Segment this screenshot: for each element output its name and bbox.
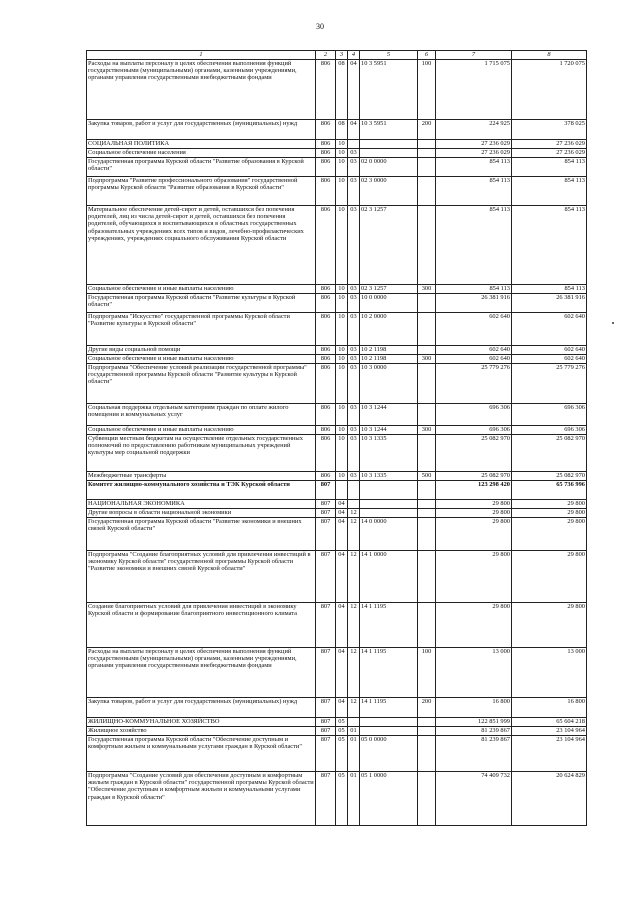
row-name-cell: Подпрограмма "Создание условий для обеспечения доступным и комфортным жильем граждан в Курской области" государственной программы Курской области "Обеспечение доступным и комфортным жильем и коммунальными услугами граждан в Курской области": [87, 772, 316, 826]
scan-mark: [612, 322, 614, 324]
table-row: [87, 718, 587, 727]
amount-year-2-cell: 854 113: [512, 285, 587, 294]
amount-year-2-cell: 29 800: [512, 551, 587, 603]
expense-type-cell: [418, 364, 436, 404]
amount-year-1-cell: 29 800: [436, 500, 512, 509]
target-article-cell: [360, 481, 418, 500]
ministry-code-cell: 807: [316, 481, 336, 500]
table-row: [87, 551, 587, 603]
amount-year-1-cell: 602 640: [436, 346, 512, 355]
row-name-cell: Межбюджетные трансферты: [87, 472, 316, 481]
amount-year-1-cell: 25 082 970: [436, 435, 512, 472]
amount-year-1-cell: 602 640: [436, 313, 512, 346]
subsection-cell: 12: [348, 518, 360, 551]
ministry-code-cell: 806: [316, 404, 336, 426]
target-article-cell: 10 2 1198: [360, 355, 418, 364]
table-row: [87, 772, 587, 826]
section-cell: 05: [336, 718, 348, 727]
subsection-cell: [348, 718, 360, 727]
expense-type-cell: 300: [418, 355, 436, 364]
section-cell: 04: [336, 518, 348, 551]
amount-year-2-cell: 25 082 970: [512, 435, 587, 472]
page-number: 30: [316, 22, 324, 31]
expense-type-cell: [418, 149, 436, 158]
subsection-cell: 12: [348, 648, 360, 698]
table-row: [87, 518, 587, 551]
amount-year-2-cell: 29 800: [512, 500, 587, 509]
subsection-cell: 01: [348, 736, 360, 772]
row-name-cell: Другие виды социальной помощи: [87, 346, 316, 355]
subsection-cell: 03: [348, 472, 360, 481]
target-article-cell: 14 1 1195: [360, 698, 418, 718]
target-article-cell: 14 0 0000: [360, 518, 418, 551]
section-cell: 10: [336, 140, 348, 149]
amount-year-1-cell: 854 113: [436, 177, 512, 206]
subsection-cell: [348, 500, 360, 509]
expense-type-cell: [418, 718, 436, 727]
section-cell: 10: [336, 294, 348, 313]
expense-type-cell: 100: [418, 648, 436, 698]
subsection-cell: 12: [348, 551, 360, 603]
subsection-cell: 12: [348, 509, 360, 518]
ministry-code-cell: 807: [316, 772, 336, 826]
subsection-cell: 04: [348, 120, 360, 140]
section-cell: 10: [336, 206, 348, 285]
row-name-cell: Создание благоприятных условий для привлечения инвестиций в экономику Курской области и формирование благоприятного инвестиционного климата: [87, 603, 316, 648]
section-cell: 10: [336, 364, 348, 404]
amount-year-2-cell: 65 736 996: [512, 481, 587, 500]
row-name-cell: Социальное обеспечение и иные выплаты населению: [87, 285, 316, 294]
subsection-cell: 03: [348, 364, 360, 404]
row-name-cell: Материальное обеспечение детей-сирот и детей, оставшихся без попечения родителей, лиц из числа детей-сирот и детей, оставшихся без попечения родителей, обучающихся в воспитывающихся в областных государственных образовательных учреждениях всех типов и видов, лечебно-профилактических учреждениях, учреждениях социального обслуживания Курской области: [87, 206, 316, 285]
section-cell: 10: [336, 404, 348, 426]
table-row: [87, 285, 587, 294]
amount-year-2-cell: 23 104 964: [512, 727, 587, 736]
table-body: [87, 60, 587, 826]
target-article-cell: 10 0 0000: [360, 294, 418, 313]
target-article-cell: [360, 140, 418, 149]
row-name-cell: Подпрограмма "Создание благоприятных условий для привлечения инвестиций в экономику Курской области" государственной программы Курской области "Развитие экономики и внешних связей Курской области": [87, 551, 316, 603]
target-article-cell: [360, 718, 418, 727]
subsection-cell: 01: [348, 727, 360, 736]
table-row: [87, 206, 587, 285]
section-cell: [336, 481, 348, 500]
section-cell: 05: [336, 727, 348, 736]
table-row: [87, 158, 587, 177]
ministry-code-cell: 807: [316, 551, 336, 603]
amount-year-2-cell: 29 800: [512, 509, 587, 518]
target-article-cell: 05 0 0000: [360, 736, 418, 772]
table-row: [87, 500, 587, 509]
section-cell: 05: [336, 736, 348, 772]
ministry-code-cell: 806: [316, 140, 336, 149]
table-row: [87, 346, 587, 355]
amount-year-2-cell: 27 236 029: [512, 140, 587, 149]
expense-type-cell: [418, 140, 436, 149]
subsection-cell: 04: [348, 60, 360, 120]
row-name-cell: ЖИЛИЩНО-КОММУНАЛЬНОЕ ХОЗЯЙСТВО: [87, 718, 316, 727]
amount-year-1-cell: 81 239 867: [436, 736, 512, 772]
expense-type-cell: [418, 481, 436, 500]
target-article-cell: 02 3 1257: [360, 285, 418, 294]
section-cell: 10: [336, 472, 348, 481]
row-name-cell: Подпрограмма "Искусство" государственной программы Курской области "Развитие культуры в Курской области": [87, 313, 316, 346]
amount-year-1-cell: 854 113: [436, 158, 512, 177]
amount-year-1-cell: 602 640: [436, 355, 512, 364]
row-name-cell: Другие вопросы в области национальной экономики: [87, 509, 316, 518]
amount-year-1-cell: 854 113: [436, 285, 512, 294]
subsection-cell: 12: [348, 698, 360, 718]
subsection-cell: [348, 481, 360, 500]
section-cell: 10: [336, 158, 348, 177]
table-row: [87, 648, 587, 698]
column-header: 6: [418, 51, 436, 60]
section-cell: 04: [336, 500, 348, 509]
table-row: [87, 472, 587, 481]
ministry-code-cell: 807: [316, 648, 336, 698]
expense-type-cell: [418, 294, 436, 313]
column-header: 7: [436, 51, 512, 60]
row-name-cell: Расходы на выплаты персоналу в целях обеспечения выполнения функций государственными (муниципальными) органами, казенными учреждениями, органами управления государственными внебюджетными фондами: [87, 60, 316, 120]
amount-year-2-cell: 23 104 964: [512, 736, 587, 772]
amount-year-1-cell: 13 000: [436, 648, 512, 698]
ministry-code-cell: 806: [316, 313, 336, 346]
row-name-cell: Государственная программа Курской области "Развитие культуры в Курской области": [87, 294, 316, 313]
section-cell: 04: [336, 603, 348, 648]
amount-year-1-cell: 224 925: [436, 120, 512, 140]
expense-type-cell: [418, 404, 436, 426]
target-article-cell: 10 3 1244: [360, 426, 418, 435]
section-cell: 04: [336, 551, 348, 603]
target-article-cell: 10 3 5951: [360, 60, 418, 120]
amount-year-1-cell: 123 298 420: [436, 481, 512, 500]
target-article-cell: 02 3 1257: [360, 206, 418, 285]
section-cell: 04: [336, 698, 348, 718]
expense-type-cell: [418, 727, 436, 736]
row-name-cell: Закупка товаров, работ и услуг для государственных (муниципальных) нужд: [87, 120, 316, 140]
expense-type-cell: [418, 603, 436, 648]
column-header: 1: [87, 51, 316, 60]
row-name-cell: Жилищное хозяйство: [87, 727, 316, 736]
subsection-cell: 03: [348, 158, 360, 177]
amount-year-2-cell: 696 306: [512, 426, 587, 435]
row-name-cell: Субвенции местным бюджетам на осуществление отдельных государственных полномочий по предоставлению работникам муниципальных учреждений культуры мер социальной поддержки: [87, 435, 316, 472]
target-article-cell: 02 0 0000: [360, 158, 418, 177]
row-name-cell: Комитет жилищно-коммунального хозяйства и ТЭК Курской области: [87, 481, 316, 500]
expense-type-cell: [418, 206, 436, 285]
column-header: 4: [348, 51, 360, 60]
ministry-code-cell: 806: [316, 294, 336, 313]
table-row: [87, 698, 587, 718]
amount-year-2-cell: 1 720 075: [512, 60, 587, 120]
amount-year-1-cell: 27 236 029: [436, 149, 512, 158]
subsection-cell: 01: [348, 772, 360, 826]
ministry-code-cell: 806: [316, 120, 336, 140]
ministry-code-cell: 806: [316, 346, 336, 355]
row-name-cell: Государственная программа Курской области "Развитие образования в Курской области": [87, 158, 316, 177]
section-cell: 10: [336, 149, 348, 158]
amount-year-2-cell: 25 082 970: [512, 472, 587, 481]
amount-year-1-cell: 29 800: [436, 551, 512, 603]
target-article-cell: [360, 500, 418, 509]
amount-year-2-cell: 29 800: [512, 518, 587, 551]
amount-year-2-cell: 25 779 276: [512, 364, 587, 404]
subsection-cell: 03: [348, 149, 360, 158]
ministry-code-cell: 806: [316, 472, 336, 481]
target-article-cell: 10 3 1335: [360, 435, 418, 472]
subsection-cell: [348, 140, 360, 149]
ministry-code-cell: 807: [316, 509, 336, 518]
subsection-cell: 03: [348, 294, 360, 313]
ministry-code-cell: 806: [316, 158, 336, 177]
ministry-code-cell: 807: [316, 698, 336, 718]
amount-year-2-cell: 602 640: [512, 346, 587, 355]
section-cell: 05: [336, 772, 348, 826]
section-cell: 10: [336, 313, 348, 346]
table-row: [87, 140, 587, 149]
subsection-cell: 03: [348, 285, 360, 294]
expense-type-cell: [418, 313, 436, 346]
expense-type-cell: [418, 518, 436, 551]
expense-type-cell: [418, 551, 436, 603]
row-name-cell: Расходы на выплаты персоналу в целях обеспечения выполнения функций государственными (муниципальными) органами, казенными учреждениями, органами управления государственными внебюджетными фондами: [87, 648, 316, 698]
amount-year-1-cell: 16 800: [436, 698, 512, 718]
amount-year-2-cell: 20 624 829: [512, 772, 587, 826]
expense-type-cell: 100: [418, 60, 436, 120]
amount-year-2-cell: 29 800: [512, 603, 587, 648]
subsection-cell: 03: [348, 177, 360, 206]
expense-type-cell: [418, 736, 436, 772]
amount-year-1-cell: 29 800: [436, 603, 512, 648]
row-name-cell: СОЦИАЛЬНАЯ ПОЛИТИКА: [87, 140, 316, 149]
target-article-cell: 14 1 1195: [360, 603, 418, 648]
row-name-cell: Подпрограмма "Развитие профессионального образования" государственной программы Курской области "Развитие образования в Курской области": [87, 177, 316, 206]
amount-year-1-cell: 26 381 916: [436, 294, 512, 313]
amount-year-2-cell: 13 000: [512, 648, 587, 698]
expense-type-cell: [418, 177, 436, 206]
expense-type-cell: 200: [418, 698, 436, 718]
subsection-cell: 03: [348, 346, 360, 355]
expense-type-cell: 300: [418, 285, 436, 294]
subsection-cell: 03: [348, 355, 360, 364]
target-article-cell: 14 1 1195: [360, 648, 418, 698]
section-cell: 08: [336, 60, 348, 120]
row-name-cell: Закупка товаров, работ и услуг для государственных (муниципальных) нужд: [87, 698, 316, 718]
target-article-cell: 10 3 5951: [360, 120, 418, 140]
amount-year-2-cell: 65 604 218: [512, 718, 587, 727]
amount-year-2-cell: 696 306: [512, 404, 587, 426]
section-cell: 10: [336, 426, 348, 435]
row-name-cell: Социальное обеспечение населения: [87, 149, 316, 158]
table-row: [87, 435, 587, 472]
row-name-cell: Социальное обеспечение и иные выплаты населению: [87, 355, 316, 364]
ministry-code-cell: 807: [316, 718, 336, 727]
ministry-code-cell: 806: [316, 149, 336, 158]
target-article-cell: 10 2 0000: [360, 313, 418, 346]
section-cell: 04: [336, 648, 348, 698]
section-cell: 08: [336, 120, 348, 140]
amount-year-1-cell: 122 851 999: [436, 718, 512, 727]
expense-type-cell: [418, 346, 436, 355]
table-row: [87, 426, 587, 435]
target-article-cell: 10 3 1335: [360, 472, 418, 481]
row-name-cell: Государственная программа Курской области "Развитие экономики и внешних связей Курской области": [87, 518, 316, 551]
column-header: 3: [336, 51, 348, 60]
column-header: 2: [316, 51, 336, 60]
expense-type-cell: 500: [418, 472, 436, 481]
ministry-code-cell: 806: [316, 364, 336, 404]
target-article-cell: [360, 727, 418, 736]
amount-year-1-cell: 29 800: [436, 509, 512, 518]
target-article-cell: 02 3 0000: [360, 177, 418, 206]
subsection-cell: 03: [348, 426, 360, 435]
subsection-cell: 03: [348, 404, 360, 426]
table-row: [87, 364, 587, 404]
amount-year-2-cell: 602 640: [512, 355, 587, 364]
table-row: [87, 294, 587, 313]
table-row: [87, 149, 587, 158]
table-row: [87, 481, 587, 500]
ministry-code-cell: 806: [316, 206, 336, 285]
table-row: [87, 60, 587, 120]
column-header: 8: [512, 51, 587, 60]
table-row: [87, 404, 587, 426]
expense-type-cell: [418, 772, 436, 826]
amount-year-2-cell: 602 640: [512, 313, 587, 346]
amount-year-1-cell: 74 409 732: [436, 772, 512, 826]
ministry-code-cell: 807: [316, 500, 336, 509]
amount-year-1-cell: 29 800: [436, 518, 512, 551]
subsection-cell: 03: [348, 206, 360, 285]
section-cell: 10: [336, 285, 348, 294]
amount-year-1-cell: 27 236 029: [436, 140, 512, 149]
ministry-code-cell: 806: [316, 60, 336, 120]
table-row: [87, 120, 587, 140]
amount-year-2-cell: 16 800: [512, 698, 587, 718]
table-header-row: [87, 51, 587, 60]
column-header: 5: [360, 51, 418, 60]
amount-year-1-cell: 25 779 276: [436, 364, 512, 404]
expense-type-cell: [418, 500, 436, 509]
target-article-cell: 10 3 0000: [360, 364, 418, 404]
ministry-code-cell: 806: [316, 435, 336, 472]
ministry-code-cell: 806: [316, 426, 336, 435]
table-row: [87, 509, 587, 518]
amount-year-1-cell: 696 306: [436, 404, 512, 426]
amount-year-1-cell: 25 082 970: [436, 472, 512, 481]
target-article-cell: [360, 149, 418, 158]
amount-year-2-cell: 378 025: [512, 120, 587, 140]
amount-year-2-cell: 854 113: [512, 177, 587, 206]
row-name-cell: Подпрограмма "Обеспечение условий реализации государственной программы" государственной программы Курской области "Развитие культуры в Курской области": [87, 364, 316, 404]
target-article-cell: 14 1 0000: [360, 551, 418, 603]
amount-year-1-cell: 81 239 867: [436, 727, 512, 736]
subsection-cell: 03: [348, 435, 360, 472]
subsection-cell: 03: [348, 313, 360, 346]
ministry-code-cell: 806: [316, 285, 336, 294]
table-row: [87, 727, 587, 736]
expense-type-cell: [418, 509, 436, 518]
subsection-cell: 12: [348, 603, 360, 648]
ministry-code-cell: 806: [316, 177, 336, 206]
target-article-cell: [360, 509, 418, 518]
section-cell: 10: [336, 346, 348, 355]
table-row: [87, 177, 587, 206]
row-name-cell: Социальная поддержка отдельным категориям граждан по оплате жилого помещения и коммунальных услуг: [87, 404, 316, 426]
target-article-cell: 05 1 0000: [360, 772, 418, 826]
table-row: [87, 603, 587, 648]
row-name-cell: НАЦИОНАЛЬНАЯ ЭКОНОМИКА: [87, 500, 316, 509]
ministry-code-cell: 807: [316, 736, 336, 772]
section-cell: 10: [336, 177, 348, 206]
amount-year-1-cell: 854 113: [436, 206, 512, 285]
amount-year-2-cell: 26 381 916: [512, 294, 587, 313]
expense-type-cell: [418, 158, 436, 177]
table-row: [87, 355, 587, 364]
section-cell: 10: [336, 435, 348, 472]
amount-year-1-cell: 1 715 075: [436, 60, 512, 120]
amount-year-2-cell: 854 113: [512, 206, 587, 285]
ministry-code-cell: 807: [316, 518, 336, 551]
target-article-cell: 10 2 1198: [360, 346, 418, 355]
amount-year-2-cell: 854 113: [512, 158, 587, 177]
table-row: [87, 736, 587, 772]
expense-type-cell: [418, 435, 436, 472]
budget-table: [86, 50, 587, 826]
ministry-code-cell: 807: [316, 603, 336, 648]
row-name-cell: Государственная программа Курской области "Обеспечение доступным и комфортным жильем и коммунальными услугами граждан в Курской области": [87, 736, 316, 772]
expense-type-cell: 300: [418, 426, 436, 435]
amount-year-2-cell: 27 236 029: [512, 149, 587, 158]
expense-type-cell: 200: [418, 120, 436, 140]
ministry-code-cell: 807: [316, 727, 336, 736]
target-article-cell: 10 3 1244: [360, 404, 418, 426]
table-row: [87, 313, 587, 346]
section-cell: 04: [336, 509, 348, 518]
ministry-code-cell: 806: [316, 355, 336, 364]
row-name-cell: Социальное обеспечение и иные выплаты населению: [87, 426, 316, 435]
amount-year-1-cell: 696 306: [436, 426, 512, 435]
section-cell: 10: [336, 355, 348, 364]
